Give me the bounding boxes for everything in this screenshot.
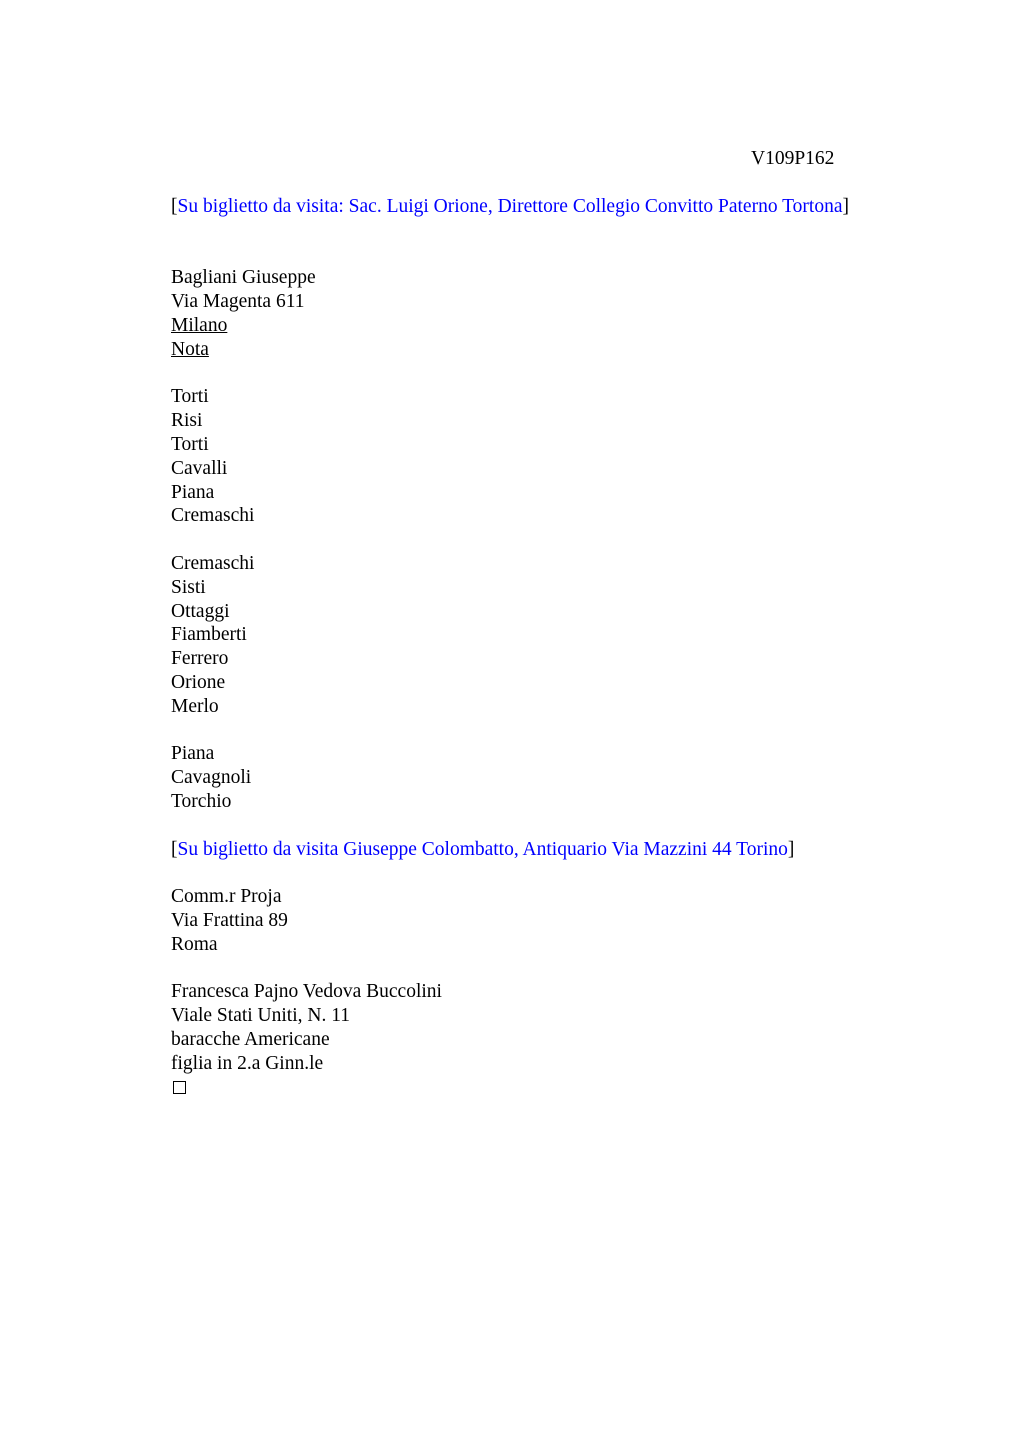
bracket-open: [ [171, 196, 178, 217]
address-bagliani [171, 266, 971, 361]
address-buccolini [171, 980, 971, 1099]
annotation-text: Su biglietto da visita Giuseppe Colombatto, Antiquario Via Mazzini 44 Torino [177, 838, 788, 860]
address-city: Roma [171, 933, 218, 955]
list-item: Ferrero [171, 648, 229, 670]
address-city: Milano [171, 314, 228, 336]
address-street: Viale Stati Uniti, N. 11 [171, 1005, 351, 1027]
list-item: Risi [171, 410, 203, 432]
list-item: Torti [171, 433, 209, 455]
list-item: Cremaschi [171, 505, 255, 527]
checkbox-icon [173, 1081, 186, 1094]
address-note: figlia in 2.a Ginn.le [171, 1052, 324, 1074]
list-item: Cremaschi [171, 552, 255, 574]
list-item: Cavagnoli [171, 767, 252, 789]
list-item: Piana [171, 743, 215, 765]
list-item: Torchio [171, 790, 232, 812]
list-item: Fiamberti [171, 624, 247, 646]
annotation-business-card-orione [171, 195, 971, 219]
address-name: Comm.r Proja [171, 886, 282, 908]
bracket-close: ] [842, 196, 849, 217]
address-street: Via Magenta 611 [171, 291, 305, 313]
list-item: Piana [171, 481, 215, 503]
names-group-3 [171, 742, 971, 813]
names-group-2 [171, 552, 971, 719]
list-item: Cavalli [171, 457, 228, 479]
bracket-close: ] [787, 838, 795, 860]
annotation-text: Su biglietto da visita: Sac. Luigi Orione, Direttore Collegio Convitto Paterno Tortona [177, 196, 843, 217]
address-proja [171, 885, 971, 956]
names-group-1 [171, 385, 971, 528]
address-note: Nota [171, 338, 209, 360]
bracket-open: [ [171, 838, 178, 860]
address-name: Bagliani Giuseppe [171, 267, 316, 289]
list-item: Sisti [171, 576, 206, 598]
document-body [171, 195, 971, 1099]
annotation-business-card-colombatto [171, 838, 971, 862]
page-code: V109P162 [751, 148, 835, 169]
address-name: Francesca Pajno Vedova Buccolini [171, 981, 442, 1003]
list-item: Ottaggi [171, 600, 230, 622]
list-item: Orione [171, 671, 226, 693]
list-item: Merlo [171, 695, 219, 717]
list-item: Torti [171, 386, 209, 408]
address-street: Via Frattina 89 [171, 909, 288, 931]
address-place: baracche Americane [171, 1028, 330, 1050]
